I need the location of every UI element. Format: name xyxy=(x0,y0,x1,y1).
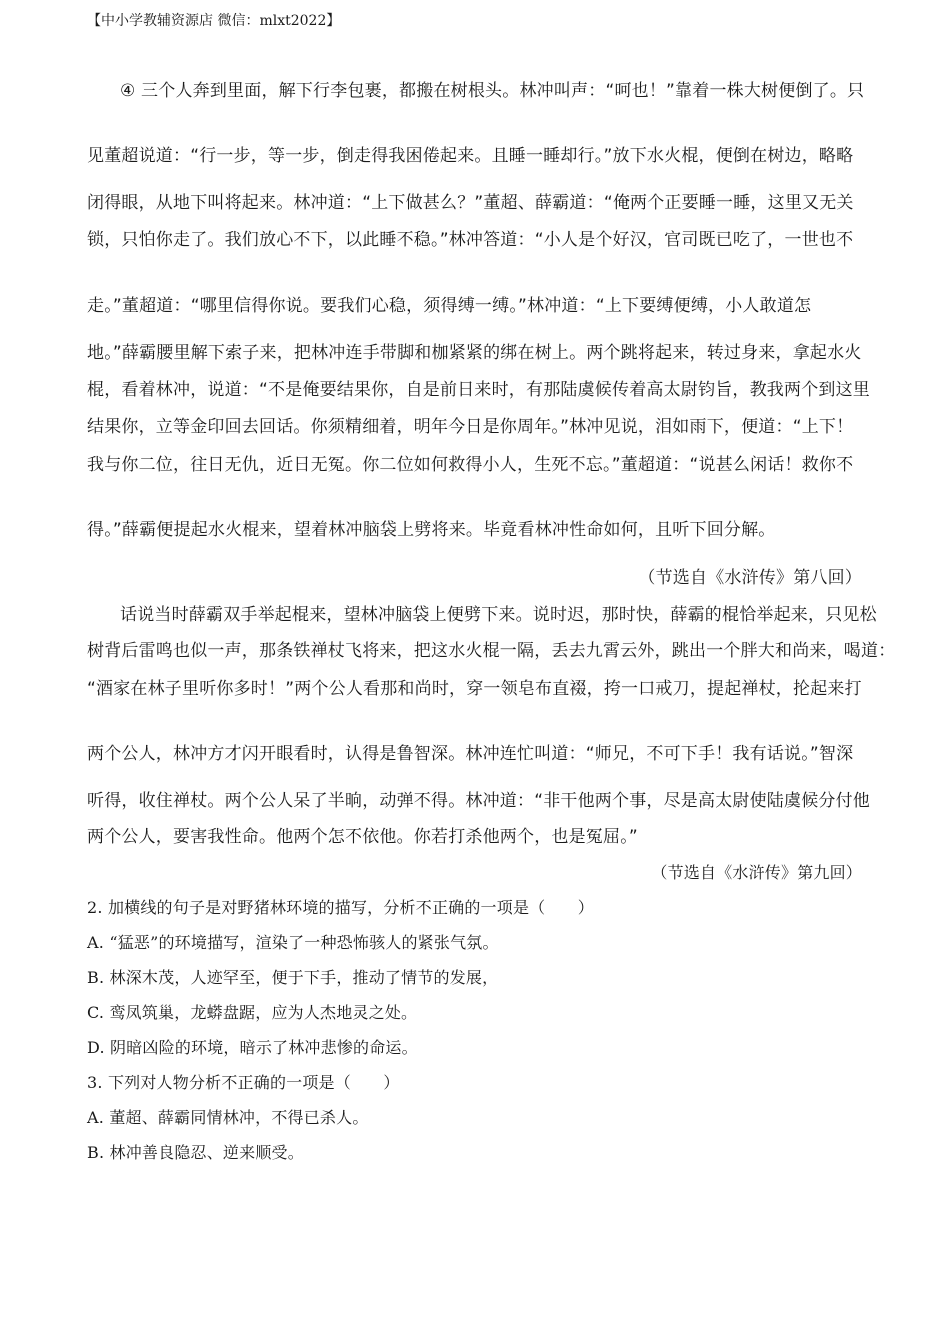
passage-line: 得。”薛霸便提起水火棍来，望着林冲脑袋上劈将来。毕竟看林冲性命如何，且听下回分解。 xyxy=(87,520,776,540)
passage-line: 听得，收住禅杖。两个公人呆了半晌，动弹不得。林冲道：“非干他两个事，尽是高太尉使陆虞候分付他 xyxy=(87,791,871,811)
passage-line: ④ 三个人奔到里面，解下行李包裹，都搬在树根头。林冲叫声：“呵也！”靠着一株大树便倒了。只 xyxy=(120,81,865,101)
passage-source: （节选自《水浒传》第八回） xyxy=(638,568,862,588)
question-stem: 3. 下列对人物分析不正确的一项是（ ） xyxy=(87,1073,400,1092)
passage-line: 结果你，立等金印回去回话。你须精细着，明年今日是你周年。”林冲见说，泪如雨下，便道：“上下！ xyxy=(87,417,854,437)
passage-line: 闭得眼，从地下叫将起来。林冲道：“上下做甚么？”董超、薛霸道：“俺两个正要睡一睡，这里又无关 xyxy=(87,193,854,213)
passage-line: 见董超说道：“行一步，等一步，倒走得我困倦起来。且睡一睡却行。”放下水火棍，便倒在树边，略略 xyxy=(87,146,854,166)
passage-line: “酒家在林子里听你多时！”两个公人看那和尚时，穿一领皂布直裰，挎一口戒刀，提起禅杖，抡起来打 xyxy=(87,679,862,699)
passage-line: 话说当时薛霸双手举起棍来，望林冲脑袋上便劈下来。说时迟，那时快，薛霸的棍恰举起来，只见松 xyxy=(120,605,877,625)
passage-line: 棍，看着林冲，说道：“不是俺要结果你，自是前日来时，有那陆虞候传着高太尉钧旨，教我两个到这里 xyxy=(87,380,871,400)
passage-line: 地。”薛霸腰里解下索子来，把林冲连手带脚和枷紧紧的绑在树上。两个跳将起来，转过身来，拿起水火 xyxy=(87,343,862,363)
question-stem: 2. 加横线的句子是对野猪林环境的描写，分析不正确的一项是（ ） xyxy=(87,898,594,917)
passage-line: 树背后雷鸣也似一声，那条铁禅杖飞将来，把这水火棍一隔，丢去九霄云外，跳出一个胖大和尚来，喝道： xyxy=(87,641,896,661)
question-option: D. 阴暗凶险的环境，暗示了林冲悲惨的命运。 xyxy=(87,1038,418,1057)
passage-line: 走。”董超道：“哪里信得你说。要我们心稳，须得缚一缚。”林冲道：“上下要缚便缚，小人敢道怎 xyxy=(87,296,812,316)
passage-source: （节选自《水浒传》第九回） xyxy=(651,863,862,882)
question-option: A. 董超、薛霸同情林冲，不得已杀人。 xyxy=(87,1108,369,1127)
passage-line: 我与你二位，往日无仇，近日无冤。你二位如何救得小人，生死不忘。”董超道：“说甚么闲话！救你不 xyxy=(87,455,854,475)
passage-line: 锁，只怕你走了。我们放心不下，以此睡不稳。”林冲答道：“小人是个好汉，官司既已吃了，一世也不 xyxy=(87,230,854,250)
passage-line: 两个公人，林冲方才闪开眼看时，认得是鲁智深。林冲连忙叫道：“师兄，不可下手！我有话说。”智深 xyxy=(87,744,854,764)
passage-line: 两个公人，要害我性命。他两个怎不依他。你若打杀他两个，也是冤屈。” xyxy=(87,827,638,847)
question-option: B. 林深木茂，人迹罕至，便于下手，推动了情节的发展， xyxy=(87,968,499,987)
page-header-watermark: 【中小学教辅资源店 微信：mlxt2022】 xyxy=(87,13,341,29)
question-option: A. “猛恶”的环境描写，渲染了一种恐怖骇人的紧张气氛。 xyxy=(87,933,499,952)
question-option: C. 鸾凤筑巢，龙蟒盘踞，应为人杰地灵之处。 xyxy=(87,1003,418,1022)
question-option: B. 林冲善良隐忍、逆来顺受。 xyxy=(87,1143,304,1162)
